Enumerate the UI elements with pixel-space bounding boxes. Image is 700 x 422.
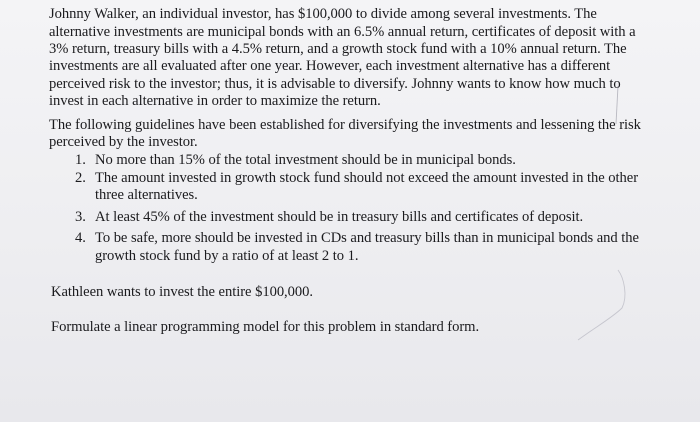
guideline-2-number: 2. bbox=[75, 170, 86, 186]
guideline-2-line-1: The amount invested in growth stock fund should not exceed the amount invested in the other bbox=[95, 170, 639, 186]
paragraph-1-line-1: Johnny Walker, an individual investor, has $100,000 to divide among several investments. The bbox=[49, 6, 597, 22]
paragraph-1-line-5: perceived risk to the investor; thus, it is advisable to diversify. Johnny wants to know how much to bbox=[49, 76, 621, 92]
paragraph-1-line-4: investments are all evaluated after one year. However, each investment alternative has a different bbox=[49, 58, 611, 74]
paragraph-1-line-3: 3% return, treasury bills with a 4.5% return, and a growth stock fund with a 10% annual return. The bbox=[49, 41, 627, 57]
paragraph-2-line-1: The following guidelines have been established for diversifying the investments and lessening the risk bbox=[49, 117, 641, 133]
task-text: Formulate a linear programming model for this problem in standard form. bbox=[51, 319, 480, 335]
guideline-4-number: 4. bbox=[75, 230, 86, 246]
guideline-4-line-1: To be safe, more should be invested in CDs and treasury bills than in municipal bonds and the bbox=[95, 230, 639, 246]
paragraph-1-line-2: alternative investments are municipal bonds with an 6.5% annual return, certificates of deposit with a bbox=[49, 24, 636, 40]
paragraph-2-line-2: perceived by the investor. bbox=[49, 134, 198, 150]
guideline-4-line-2: growth stock fund by a ratio of at least 2 to 1. bbox=[95, 248, 359, 264]
pen-curve-mark bbox=[578, 270, 625, 340]
guideline-2-line-2: three alternatives. bbox=[95, 187, 198, 203]
guideline-1-number: 1. bbox=[75, 152, 86, 168]
statement-text: Kathleen wants to invest the entire $100,000. bbox=[51, 284, 313, 300]
guideline-3-number: 3. bbox=[75, 209, 86, 225]
guideline-1-line-1: No more than 15% of the total investment should be in municipal bonds. bbox=[95, 152, 516, 168]
guideline-3-line-1: At least 45% of the investment should be in treasury bills and certificates of deposit. bbox=[95, 209, 584, 225]
paragraph-1-line-6: invest in each alternative in order to maximize the return. bbox=[49, 93, 381, 109]
